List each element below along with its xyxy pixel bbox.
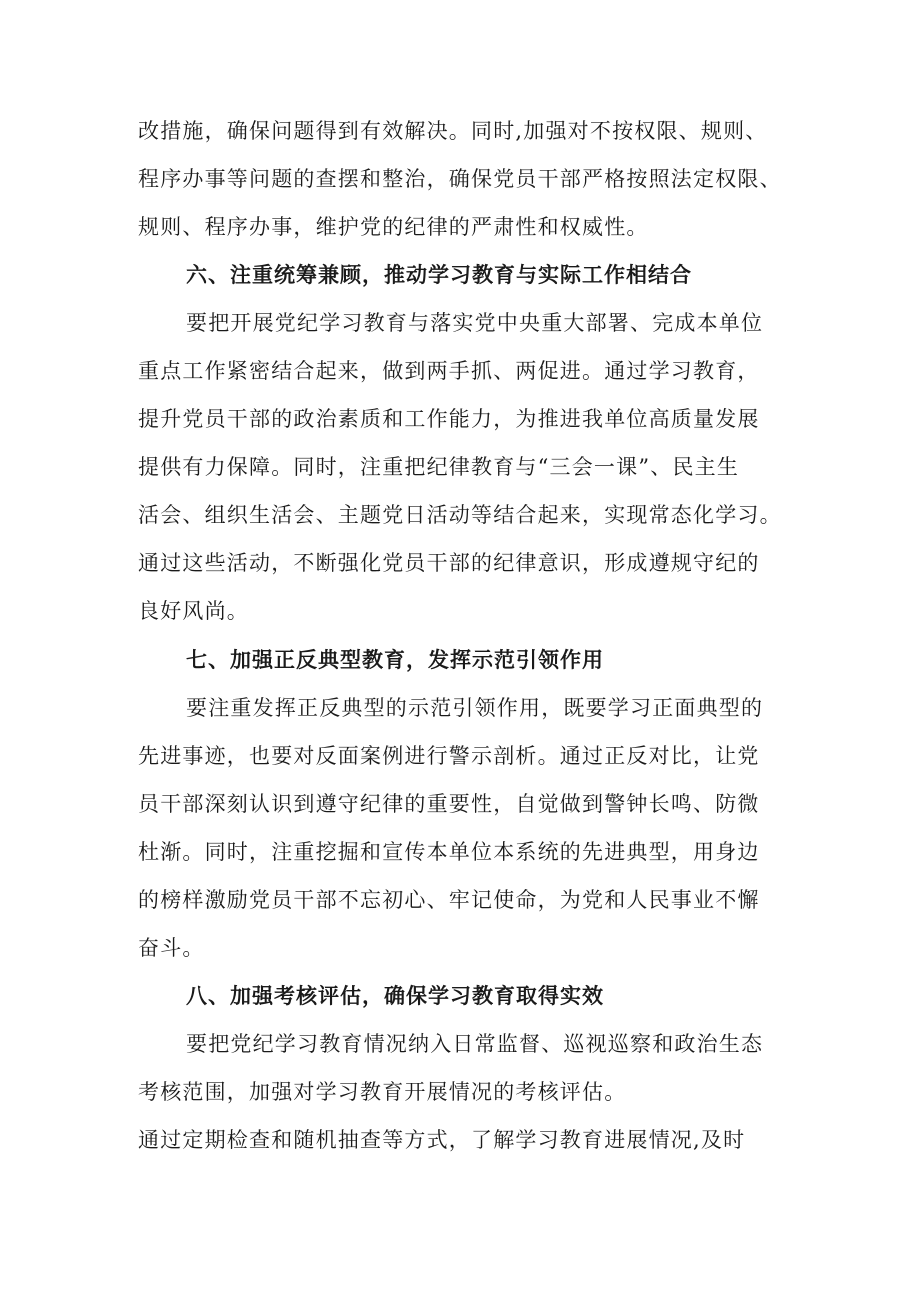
text-line: 提供有力保障。同时，注重把纪律教育与“三会一课”、民主生 — [138, 455, 740, 479]
text-line: 程序办事等问题的查摆和整治，确保党员干部严格按照法定权限、 — [138, 167, 782, 191]
section-heading-8: 八、加强考核评估，确保学习教育取得实效 — [186, 984, 604, 1008]
text-line: 员干部深刻认识到遵守纪律的重要性，自觉做到警钟长鸣、防微 — [138, 792, 760, 816]
text-line: 奋斗。 — [138, 936, 205, 960]
text-line: 先进事迹，也要对反面案例进行警示剖析。通过正反对比，让党 — [138, 744, 760, 768]
text-line: 要把党纪学习教育情况纳入日常监督、巡视巡察和政治生态 — [186, 1032, 764, 1056]
section-heading-6: 六、注重统筹兼顾，推动学习教育与实际工作相结合 — [186, 263, 692, 287]
text-line: 考核范围，加强对学习教育开展情况的考核评估。 — [138, 1080, 627, 1104]
text-line: 要把开展党纪学习教育与落实党中央重大部署、完成本单位 — [186, 311, 764, 335]
text-line: 的榜样激励党员干部不忘初心、牢记使命，为党和人民事业不懈 — [138, 888, 760, 912]
text-line: 重点工作紧密结合起来，做到两手抓、两促进。通过学习教育， — [138, 359, 760, 383]
section-heading-7: 七、加强正反典型教育，发挥示范引领作用 — [186, 648, 604, 672]
text-line: 通过这些活动，不断强化党员干部的纪律意识，形成遵规守纪的 — [138, 551, 760, 575]
text-line: 提升党员干部的政治素质和工作能力，为推进我单位高质量发展 — [138, 407, 760, 431]
text-line: 活会、组织生活会、主题党日活动等结合起来，实现常态化学习。 — [138, 503, 782, 527]
text-line: 杜渐。同时，注重挖掘和宣传本单位本系统的先进典型，用身边 — [138, 840, 760, 864]
text-line: 良好风尚。 — [138, 599, 249, 623]
text-line: 改措施，确保问题得到有效解决。同时,加强对不按权限、规则、 — [138, 119, 768, 143]
text-line: 通过定期检查和随机抽查等方式，了解学习教育进展情况,及时 — [138, 1128, 746, 1152]
text-line: 规则、程序办事，维护党的纪律的严肃性和权威性。 — [138, 215, 649, 239]
text-line: 要注重发挥正反典型的示范引领作用，既要学习正面典型的 — [186, 696, 764, 720]
